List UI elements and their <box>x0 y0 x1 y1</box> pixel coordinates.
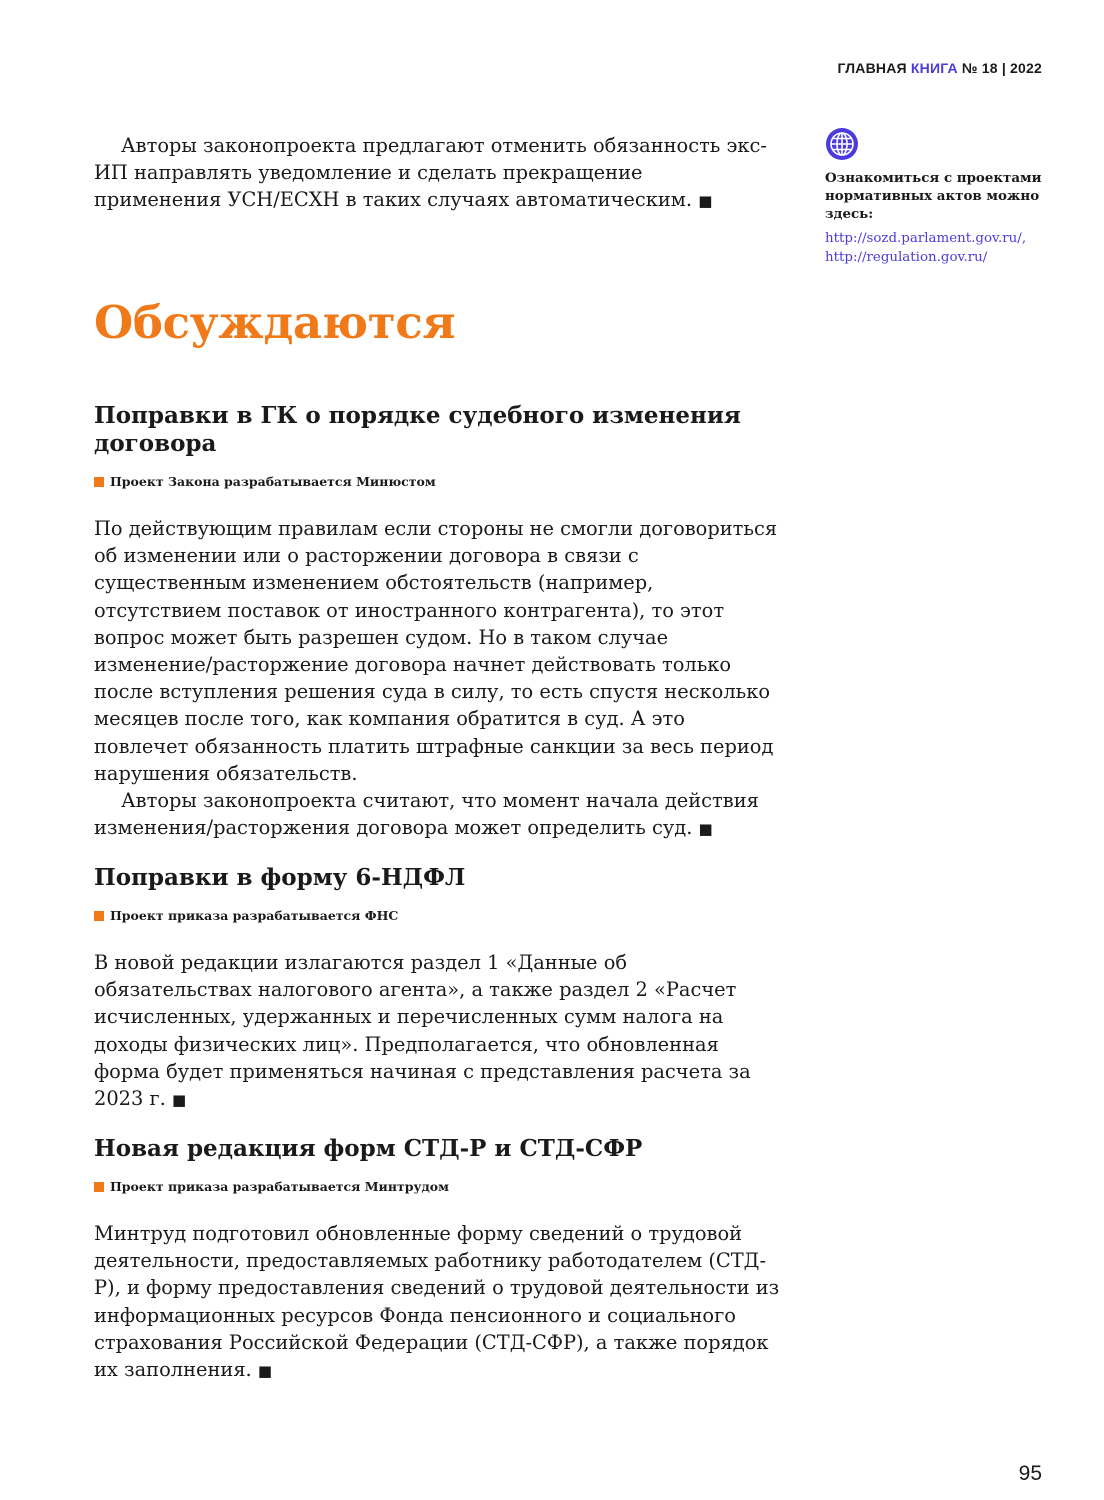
intro-block <box>94 132 774 216</box>
orange-square-icon <box>94 477 104 487</box>
brand-word-1: ГЛАВНАЯ <box>837 60 907 76</box>
orange-square-icon <box>94 1182 104 1192</box>
article-title: Поправки в форму 6-НДФЛ <box>94 864 466 891</box>
paragraph-text: В новой редакции излагаются раздел 1 «Данные об обязательствах налогового агента», а также раздел 2 «Расчет исчисленных, удержанных и перечисленных сумм налога на доходы физических лиц». Предполагается, что обновленная форма будет применяться начиная с представления расчета за 2023 г. <box>94 951 751 1111</box>
paragraph-text: Авторы законопроекта считают, что момент начала действия изменения/расторжения договора может определить суд. <box>94 789 759 840</box>
link-sozd[interactable]: http://sozd.parlament.gov.ru/, <box>825 231 1027 246</box>
sidebar-note-text: Ознакомиться с проектами нормативных актов можно здесь: <box>825 170 1042 222</box>
issue-number: № 18 | 2022 <box>961 60 1042 76</box>
globe-icon <box>825 127 859 161</box>
article-source <box>94 474 784 489</box>
orange-square-icon <box>94 911 104 921</box>
article-6ndfl <box>94 864 784 1114</box>
end-mark: ■ <box>698 192 713 211</box>
source-text: Проект приказа разрабатывается ФНС <box>110 908 399 923</box>
article-paragraph: По действующим правилам если стороны не смогли договориться об изменении или о расторжении договора в связи с существенным изменением обстоятельств (например, отсутствием поставок от иностранного контрагента), то этот вопрос может быть разрешен судом. Но в таком случае изменение/расторжение договора начнет действовать только после вступления решения суда в силу, то есть спустя несколько месяцев после того, как компания обратится в суд. А это повлечет обязанность платить штрафные санкции за весь период нарушения обязательств. <box>94 517 778 785</box>
article-source <box>94 1179 784 1194</box>
brand-word-2: КНИГА <box>910 60 958 76</box>
source-text: Проект Закона разрабатывается Минюстом <box>110 474 436 489</box>
article-paragraph <box>94 1220 784 1385</box>
link-regulation[interactable]: http://regulation.gov.ru/ <box>825 250 988 265</box>
article-source <box>94 908 784 923</box>
article-title: Новая редакция форм СТД-Р и СТД-СФР <box>94 1135 643 1162</box>
paragraph-text: Минтруд подготовил обновленные форму сведений о трудовой деятельности, предоставляемых работнику работодателем (СТД-Р), и форму предоставления сведений о трудовой деятельности из информационных ресурсов Фонда пенсионного и социального страхования Российской Федерации (СТД-СФР), а также порядок их заполнения. <box>94 1222 780 1382</box>
page-number: 95 <box>1018 1462 1042 1485</box>
article-std-forms <box>94 1135 784 1385</box>
article-paragraph <box>94 787 784 843</box>
end-mark: ■ <box>698 820 713 839</box>
section-title: Обсуждаются <box>94 296 456 349</box>
end-mark: ■ <box>172 1091 187 1110</box>
article-title: Поправки в ГК о порядке судебного изменения договора <box>94 402 741 457</box>
sidebar-note <box>825 127 1055 267</box>
article-paragraph <box>94 949 784 1114</box>
end-mark: ■ <box>257 1362 273 1381</box>
source-text: Проект приказа разрабатывается Минтрудом <box>110 1179 449 1194</box>
intro-text: Авторы законопроекта предлагают отменить обязанность экс-ИП направлять уведомление и сделать прекращение применения УСН/ЕСХН в таких случаях автоматическим. <box>94 134 767 212</box>
intro-paragraph <box>94 132 774 216</box>
article-gk-amendments <box>94 402 784 843</box>
magazine-header <box>837 60 1042 76</box>
